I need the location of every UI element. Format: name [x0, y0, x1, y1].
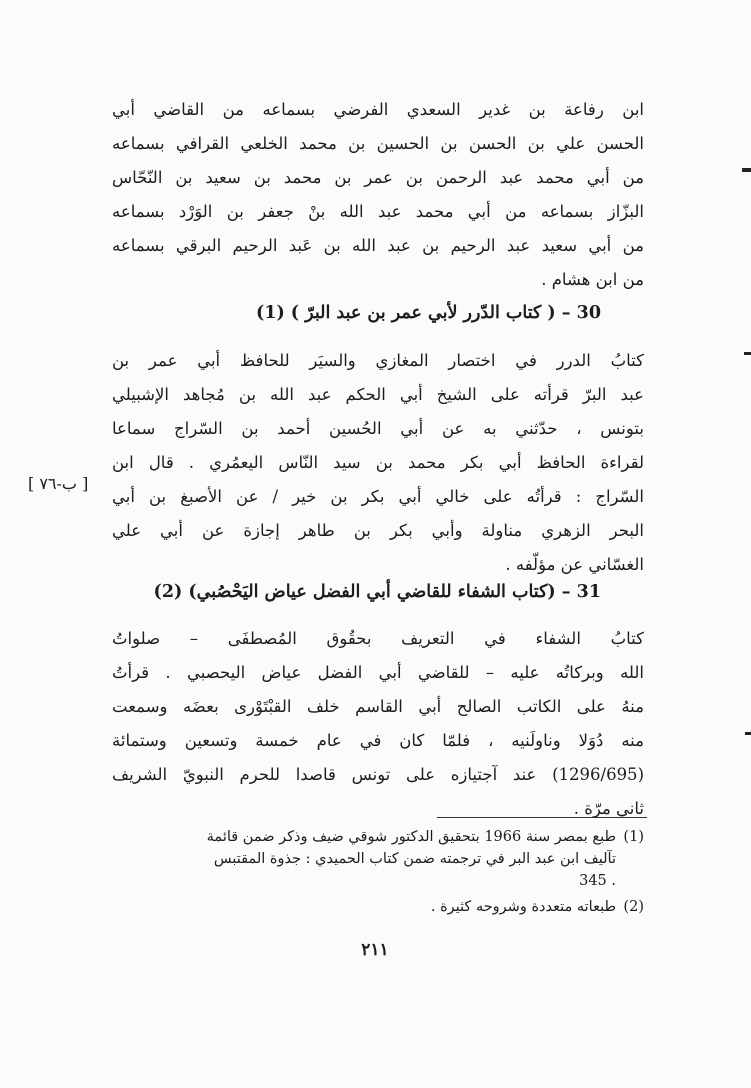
footnote-text: طبعاته متعددة وشروحه كثيرة .: [430, 899, 616, 915]
page-number: ٢١١: [361, 940, 389, 960]
scan-edge-mark: [744, 352, 751, 355]
footnote-line: [109, 896, 644, 918]
footnote-divider: [437, 817, 647, 818]
footnote-text: . 345: [579, 873, 616, 889]
footnote-line: [109, 826, 644, 848]
text-line: منهُ على الكاتب الصالح أبي القاسم خلف القبْتَوْرى بعضَه وسمعت: [112, 697, 644, 716]
text-line: ثاني مرّة .: [573, 799, 644, 818]
text-line: الحسن علي بن الحسن بن الحسين بن محمد الخلعي القرافي بسماعه: [112, 134, 644, 153]
text-line: عبد البرّ قرأته على الشيخ أبي الحكم عبد الله بن مُجاهد الإشبيلي: [112, 385, 644, 404]
scan-edge-mark: [742, 168, 751, 172]
text-line: بتونس ، حدّثني به عن أبي الحُسين أحمد بن السّراج سماعا: [112, 419, 644, 438]
entry-31-heading: 31 – (كتاب الشفاء للقاضي أبي الفضل عياض اليَحْصُبي) (2): [153, 582, 601, 602]
text-line: البزّاز بسماعه من أبي محمد عبد الله بنْ جعفر بن الوَرْد بسماعه: [112, 202, 644, 221]
footnote-marker: (1): [623, 829, 644, 845]
text-line: كتابُ الدرر في اختصار المغازي والسيَر للحافظ أبي عمر بن: [112, 351, 644, 370]
manuscript-folio-marker: [ ب-٧٦ ]: [28, 474, 89, 493]
text-line: الله وبركاتُه عليه – للقاضي أبي الفضل عياض اليحصبي . قرأتُ: [112, 663, 644, 682]
footnote-line: [109, 848, 644, 870]
footnote-text: تآليف ابن عبد البر في ترجمته ضمن كتاب الحميدي : جذوة المقتبس: [213, 851, 616, 867]
text-line: السّراج : قرأتُه على خالي أبي بكر بن خير / عن الأصبغ بن أبي: [112, 487, 644, 506]
text-line: من ابن هشام .: [541, 270, 644, 289]
entry-31-paragraph: [112, 622, 644, 826]
text-line: لقراءة الحافظ أبي بكر محمد بن سيد النّاس اليعمُري . قال ابن: [112, 453, 644, 472]
footnote-line: [109, 870, 644, 892]
entry-30-heading: 30 – ( كتاب الدّرر لأبي عمر بن عبد البرّ ) (1): [255, 303, 601, 323]
text-line: منه دُوَلا وناولَنيه ، فلمّا كان في عام خمسة وتسعين وستمائة: [112, 731, 644, 750]
text-line: من أبي محمد عبد الرحمن بن عمر بن محمد بن سعيد بن النّحّاس: [112, 168, 644, 187]
text-line: من أبي سعيد عبد الرحيم بن عبد الله بن عَبد الرحيم البرقي بسماعه: [112, 236, 644, 255]
entry-30-paragraph: [112, 344, 644, 582]
text-line: كتابُ الشفاء في التعريف بحقُوق المُصطفَى – صلواتُ: [112, 629, 644, 648]
intro-paragraph: [112, 93, 644, 297]
text-line: الغسّاني عن مؤلّفه .: [505, 555, 644, 574]
footnote-1: [109, 826, 644, 892]
footnote-marker: (2): [623, 899, 644, 915]
text-line: البحر الزهري مناولة وأبي بكر بن طاهر إجازة عن أبي علي: [112, 521, 644, 540]
scan-edge-mark: [745, 732, 751, 735]
footnote-text: طبع بمصر سنة 1966 بتحقيق الدكتور شوقي ضيف وذكر ضمن قائمة: [206, 829, 616, 845]
footnote-2: [109, 896, 644, 918]
text-line: (1296/695) عند آجتيازه على تونس قاصدا للحرم النبويّ الشريف: [112, 765, 644, 784]
text-line: ابن رفاعة بن غدير السعدي الفرضي بسماعه من القاضي أبي: [112, 100, 644, 119]
